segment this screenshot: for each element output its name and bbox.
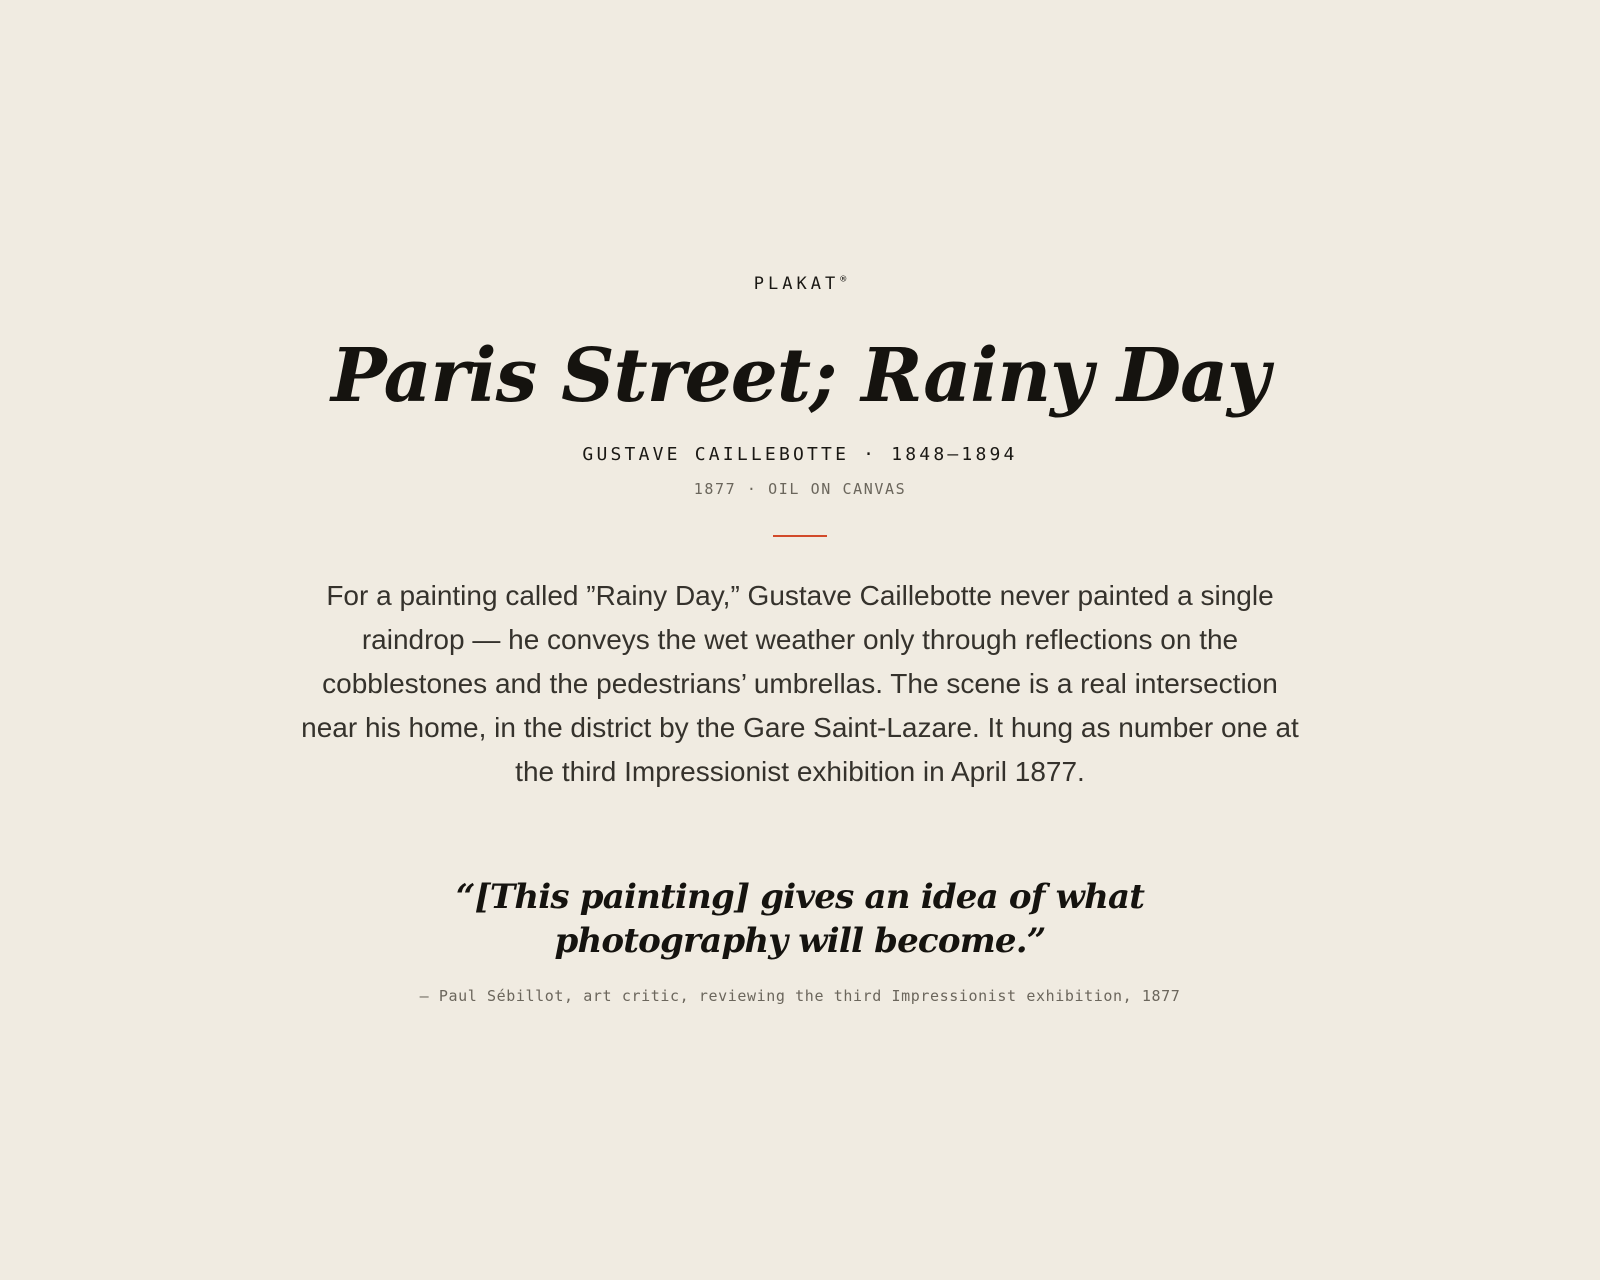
artwork-description: For a painting called ”Rainy Day,” Gustave Caillebotte never painted a single raindrop — he conveys the wet weather only through reflections on the cobblestones and the pedestrians’ umbrellas. The scene is a real intersection near his home, in the district by the Gare Saint-Lazare. It hung as number one at the third Impressionist exhibition in April 1877. <box>301 580 1299 787</box>
registered-mark: ® <box>840 274 847 285</box>
brand-name: PLAKAT <box>753 274 840 294</box>
accent-divider <box>773 535 827 537</box>
brand-wordmark <box>0 274 1600 294</box>
quote-attribution: — Paul Sébillot, art critic, reviewing the third Impressionist exhibition, 1877 <box>419 987 1181 1005</box>
artwork-title: Paris Street; Rainy Day <box>330 333 1270 419</box>
artist-line: GUSTAVE CAILLEBOTTE · 1848–1894 <box>582 444 1018 465</box>
pull-quote: “[This painting] gives an idea of what photography will become.” <box>455 877 1145 961</box>
artwork-meta: 1877 · OIL ON CANVAS <box>693 480 907 498</box>
